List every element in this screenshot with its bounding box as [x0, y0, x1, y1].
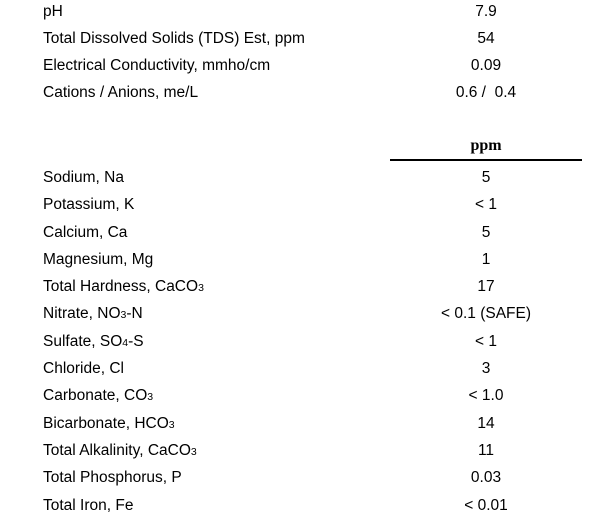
row-label: Sodium, Na: [43, 169, 124, 186]
row-value: 7.9: [475, 3, 497, 20]
row-label: Potassium, K: [43, 196, 135, 213]
row-value: 5: [481, 169, 491, 186]
label-text: Bicarbonate, HCO: [43, 415, 169, 432]
summary-row-conductivity: [0, 52, 594, 79]
row-label: pH: [43, 3, 63, 20]
analyte-row-calcium: [0, 219, 594, 246]
row-value: < 1.0: [468, 387, 504, 404]
analyte-row-sodium: [0, 164, 594, 191]
analyte-row-potassium: [0, 191, 594, 218]
label-text: Total Alkalinity, CaCO: [43, 442, 191, 459]
label-text: Total Hardness, CaCO: [43, 278, 199, 295]
label-text: Sulfate, SO: [43, 333, 123, 350]
row-label: [43, 273, 204, 302]
units-header: ppm: [470, 137, 502, 154]
analyte-row-total-iron: [0, 492, 594, 519]
analyte-row-chloride: [0, 355, 594, 382]
row-value: < 1: [475, 196, 497, 213]
label-subscript: 3: [120, 309, 127, 321]
analyte-row-total-phosphorus: [0, 464, 594, 491]
analyte-row-total-alkalinity: [0, 437, 594, 464]
analyte-row-total-hardness: [0, 273, 594, 300]
summary-row-cations-anions: [0, 79, 594, 106]
row-label: Chloride, Cl: [43, 360, 124, 377]
label-subscript: 3: [198, 282, 204, 294]
row-label: [43, 410, 175, 439]
row-value: 0.09: [470, 57, 502, 74]
summary-row-ph: [0, 0, 594, 25]
label-text-suffix: -N: [126, 305, 143, 322]
row-value: 11: [477, 442, 495, 459]
analyte-row-carbonate: [0, 382, 594, 409]
row-label: [43, 328, 144, 357]
row-label: Total Dissolved Solids (TDS) Est, ppm: [43, 30, 305, 47]
label-subscript: 3: [147, 391, 154, 403]
analyte-row-magnesium: [0, 246, 594, 273]
row-label: Total Phosphorus, P: [43, 469, 182, 486]
row-label: Calcium, Ca: [43, 224, 128, 241]
row-value: 14: [477, 415, 495, 432]
label-subscript: 3: [190, 446, 197, 458]
row-label: Electrical Conductivity, mmho/cm: [43, 57, 271, 74]
units-header-rule: [390, 159, 582, 161]
row-label: Magnesium, Mg: [43, 251, 154, 268]
label-subscript: 3: [168, 419, 175, 431]
label-text: Carbonate, CO: [43, 387, 148, 404]
row-value: 0.03: [470, 469, 502, 486]
label-subscript: 4: [122, 337, 129, 349]
row-label: [43, 300, 143, 329]
row-value: 1: [481, 251, 491, 268]
row-value: 3: [481, 360, 491, 377]
row-label: [43, 437, 197, 466]
analyte-row-sulfate: [0, 328, 594, 355]
row-value: < 0.01: [464, 497, 508, 514]
analyte-row-bicarbonate: [0, 410, 594, 437]
summary-row-tds: [0, 25, 594, 52]
row-label: Cations / Anions, me/L: [43, 84, 199, 101]
row-value: 54: [477, 30, 495, 47]
row-value: 5: [481, 224, 491, 241]
analyte-row-nitrate: [0, 300, 594, 327]
row-label: Total Iron, Fe: [43, 497, 134, 514]
row-label: [43, 382, 153, 411]
row-value: 0.6 / 0.4: [455, 84, 517, 101]
row-value: < 1: [475, 333, 497, 350]
label-text-suffix: -S: [128, 333, 144, 350]
row-value: < 0.1 (SAFE): [440, 305, 532, 322]
row-value: 17: [477, 278, 495, 295]
label-text: Nitrate, NO: [43, 305, 121, 322]
